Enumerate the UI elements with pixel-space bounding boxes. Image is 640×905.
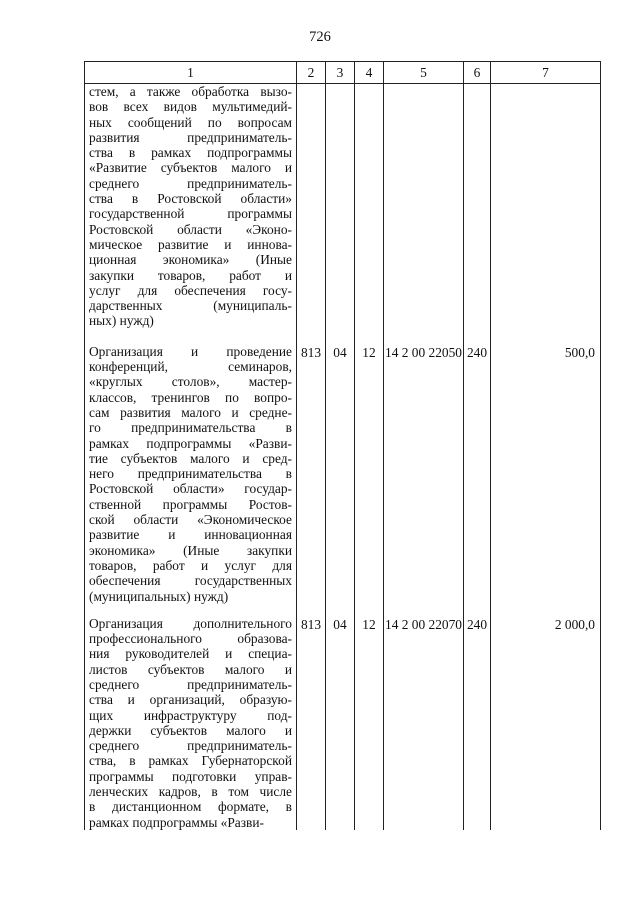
header-col-3: 3 [326,62,355,84]
table-row [85,616,601,830]
cell-target-article: 14 2 00 22070 [384,616,464,830]
description-line: Ростовской области «Эконо- [89,221,292,237]
description-line: ленческих кадров, в том числе [89,784,292,800]
cell-subsection: 12 [355,344,384,616]
cell-amount: 2 000,0 [491,616,601,830]
description-line: среднего предприниматель- [89,676,292,692]
description-line: «круглых столов», мастер- [89,374,292,390]
description-line: в дистанционном формате, в [89,799,292,815]
description-line: сам развития малого и средне- [89,404,292,420]
cell-section [326,84,355,344]
header-col-1: 1 [85,62,297,84]
description-line: программы подготовки управ- [89,768,292,784]
description-line: государственной программы [89,206,292,222]
description-line: тие субъектов малого и сред- [89,450,292,466]
description-line: классов, тренингов по вопро- [89,389,292,405]
row-description-text [89,344,292,604]
description-line: развития предприниматель- [89,129,292,145]
header-col-7: 7 [491,62,601,84]
cell-section: 04 [326,616,355,830]
header-col-4: 4 [355,62,384,84]
description-line: развитие и инновационная [89,527,292,543]
description-line: закупки товаров, работ и [89,267,292,283]
description-line: вов всех видов мультимедий- [89,99,292,115]
description-line: ства в Ростовской области» [89,191,292,207]
cell-subsection [355,84,384,344]
description-line: Организация и проведение [89,343,292,359]
table-row [85,84,601,344]
page-number: 726 [309,29,331,45]
description-line: мическое развитие и иннова- [89,236,292,252]
row-description-text [89,84,292,329]
cell-target-article: 14 2 00 22050 [384,344,464,616]
description-line: рамках подпрограммы «Разви- [89,435,292,451]
row-description [85,84,297,344]
header-col-5: 5 [384,62,464,84]
description-line: листов субъектов малого и [89,661,292,677]
cell-ministry-code: 813 [297,344,326,616]
description-line: ства и организаций, образую- [89,692,292,708]
description-line: профессионального образова- [89,631,292,647]
header-col-2: 2 [297,62,326,84]
budget-table [84,61,601,830]
description-line: рамках подпрограммы «Разви- [89,814,264,830]
description-line: ской области «Экономическое [89,512,292,528]
table-row [85,344,601,616]
description-line: «Развитие субъектов малого и [89,160,292,176]
description-line: (муниципальных) нужд) [89,588,229,604]
description-line: Ростовской области» государ- [89,481,292,497]
row-description [85,344,297,616]
header-col-6: 6 [464,62,491,84]
description-line: дарственных (муниципаль- [89,298,292,314]
row-description [85,616,297,830]
cell-expense-type: 240 [464,344,491,616]
header-row [85,62,601,84]
description-line: ционная экономика» (Иные [89,252,292,268]
cell-amount: 500,0 [491,344,601,616]
description-line: Организация дополнительного [89,615,292,631]
description-line: услуг для обеспечения госу- [89,282,292,298]
cell-target-article [384,84,464,344]
description-line: него предпринимательства в [89,466,292,482]
description-line: обеспечения государственных [89,573,292,589]
description-line: ных сообщений по вопросам [89,114,292,130]
description-line: товаров, работ и услуг для [89,557,292,573]
description-line: ственной программы Ростов- [89,496,292,512]
description-line: ных) нужд) [89,313,154,329]
description-line: щих инфраструктуру под- [89,707,292,723]
description-line: держки субъектов малого и [89,722,292,738]
description-line: среднего предприниматель- [89,175,292,191]
description-line: конференций, семинаров, [89,359,292,375]
description-line: экономика» (Иные закупки [89,542,292,558]
cell-ministry-code: 813 [297,616,326,830]
cell-amount [491,84,601,344]
cell-expense-type [464,84,491,344]
description-line: стем, а также обработка вызо- [89,84,292,99]
description-line: ства, в рамках Губернаторской [89,753,292,769]
cell-subsection: 12 [355,616,384,830]
cell-ministry-code [297,84,326,344]
cell-expense-type: 240 [464,616,491,830]
description-line: го предпринимательства в [89,420,292,436]
description-line: среднего предприниматель- [89,738,292,754]
description-line: ства в рамках подпрограммы [89,145,292,161]
row-description-text [89,616,292,830]
cell-section: 04 [326,344,355,616]
description-line: ния руководителей и специа- [89,646,292,662]
